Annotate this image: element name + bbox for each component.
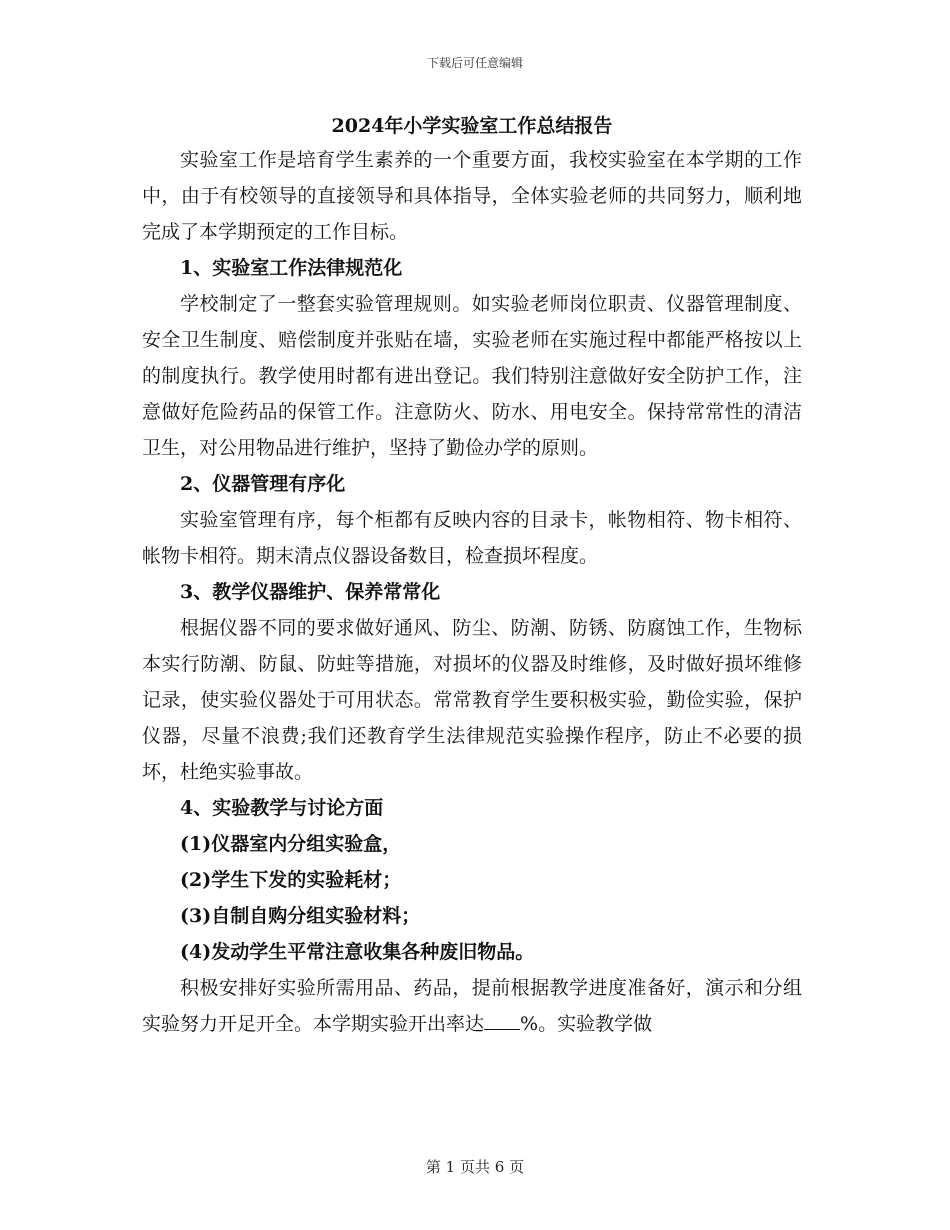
section-heading-1: 1、实验室工作法律规范化 [180, 257, 403, 279]
list-item: (3)自制自购分组实验材料； [180, 905, 421, 927]
section-paragraph-1: 学校制定了一整套实验管理规则。如实验老师岗位职责、仪器管理制度、安全卫生制度、赔偿制度并张贴在墙，实验老师在实施过程中都能严格按以上的制度执行。教学使用时都有进出登记。我们特别注意做好安全防护工作，注意做好危险药品的保管工作。注意防火、防水、用电安全。保持常常性的清洁卫生，对公用物品进行维护，坚持了勤俭办学的原则。 [142, 293, 802, 459]
list-item: (4)发动学生平常注意收集各种废旧物品。 [180, 941, 535, 963]
section-heading-4: 4、实验教学与讨论方面 [180, 797, 384, 819]
document-body [142, 110, 802, 1042]
document-title: 2024年小学实验室工作总结报告 [331, 115, 613, 137]
section-heading-2: 2、仪器管理有序化 [180, 473, 346, 495]
section-paragraph-2: 实验室管理有序，每个柜都有反映内容的目录卡，帐物相符、物卡相符、帐物卡相符。期末清点仪器设备数目，检查损坏程度。 [142, 509, 802, 567]
page-number-footer: 第 1 页共 6 页 [425, 1158, 525, 1176]
section-heading-3: 3、教学仪器维护、保养常常化 [180, 581, 441, 603]
list-item: (2)学生下发的实验耗材； [180, 869, 402, 891]
list-item: (1)仪器室内分组实验盒， [180, 833, 402, 855]
section-paragraph-4 [142, 970, 802, 1042]
paragraph-text-before-blank: 积极安排好实验所需用品、药品，提前根据教学进度准备好，演示和分组实验努力开足开全。本学期实验开出率达 [142, 977, 802, 1035]
paragraph-text-after-blank: %。实验教学做 [520, 1013, 653, 1035]
fill-in-blank [484, 1011, 520, 1030]
intro-paragraph: 实验室工作是培育学生素养的一个重要方面，我校实验室在本学期的工作中，由于有校领导的直接领导和具体指导，全体实验老师的共同努力，顺利地完成了本学期预定的工作目标。 [142, 149, 802, 243]
page-header-note: 下载后可任意编辑 [426, 56, 523, 70]
section-paragraph-3: 根据仪器不同的要求做好通风、防尘、防潮、防锈、防腐蚀工作，生物标本实行防潮、防鼠、防蛀等措施，对损坏的仪器及时维修，及时做好损坏维修记录，使实验仪器处于可用状态。常常教育学生要积极实验，勤俭实验，保护仪器，尽量不浪费;我们还教育学生法律规范实验操作程序，防止不必要的损坏，杜绝实验事故。 [142, 617, 802, 783]
